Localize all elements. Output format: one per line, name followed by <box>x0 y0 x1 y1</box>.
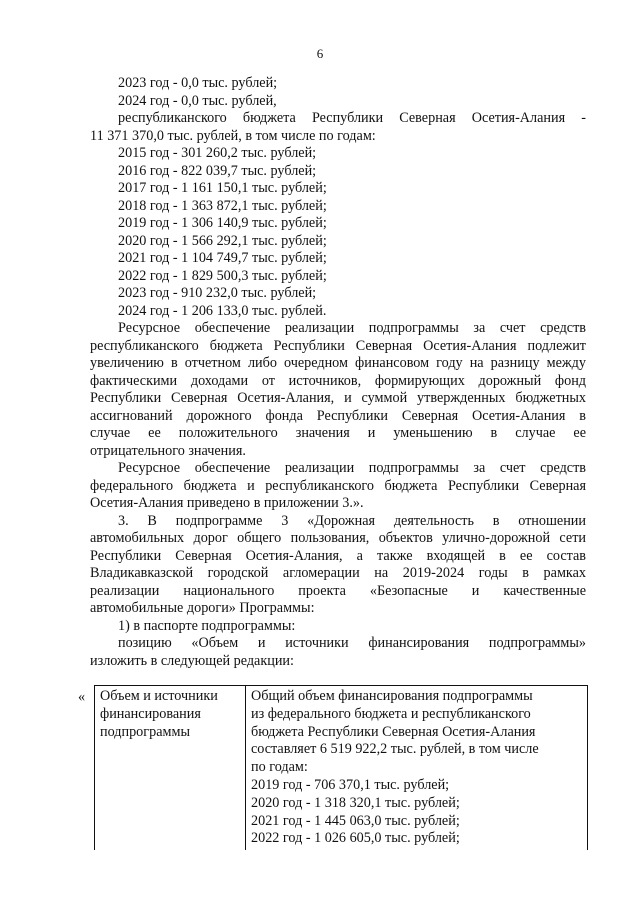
text-line: республиканского бюджета Республики Северная Осетия-Алания подлежит <box>90 337 586 354</box>
text-line: 2023 год - 910 232,0 тыс. рублей; <box>118 285 317 301</box>
text-line: фактическими доходами от источников, формирующих дорожный фонд <box>90 372 586 389</box>
text-line: 2015 год - 301 260,2 тыс. рублей; <box>118 145 317 161</box>
cell-line: составляет 6 519 922,2 тыс. рублей, в том числе <box>251 741 539 758</box>
text-line: автомобильные дороги» Программы: <box>90 600 315 616</box>
text-line: ассигнований дорожного фонда Республики Северная Осетия-Алания в <box>90 407 586 424</box>
text-line: республиканского бюджета Республики Северная Осетия-Алания - <box>118 110 586 126</box>
opening-quote: « <box>78 689 86 705</box>
cell-line: бюджета Республики Северная Осетия-Алания <box>251 723 536 740</box>
document-body <box>90 75 586 670</box>
text-line: федерального бюджета и республиканского бюджета Республики Северная <box>90 477 586 494</box>
text-line: 1) в паспорте подпрограммы: <box>118 617 296 634</box>
page-number: 6 <box>316 46 324 61</box>
text-line: 2024 год - 1 206 133,0 тыс. рублей. <box>118 302 327 319</box>
text-line: 3. В подпрограмме 3 «Дорожная деятельность в отношении <box>118 512 586 529</box>
cell-line: 2019 год - 706 370,1 тыс. рублей; <box>251 776 450 793</box>
text-line: случае ее положительного значения и уменьшению в случае ее <box>90 425 586 441</box>
text-line: 2016 год - 822 039,7 тыс. рублей; <box>118 162 317 179</box>
text-line: 2020 год - 1 566 292,1 тыс. рублей; <box>118 232 327 249</box>
text-line: автомобильных дорог общего пользования, объектов улично-дорожной сети <box>90 530 586 546</box>
cell-line: Объем и источники <box>100 688 218 704</box>
text-line: увеличению в отчетном либо очередном финансовом году на разницу между <box>90 355 586 371</box>
cell-line: из федерального бюджета и республиканского <box>251 705 531 722</box>
text-line: позицию «Объем и источники финансирования подпрограммы» <box>118 635 586 651</box>
cell-line: подпрограммы <box>100 723 190 740</box>
text-line: Осетия-Алания приведено в приложении 3.». <box>90 495 364 511</box>
text-line: 2018 год - 1 363 872,1 тыс. рублей; <box>118 197 327 214</box>
table-row <box>95 686 588 851</box>
text-line: Ресурсное обеспечение реализации подпрограммы за счет средств <box>118 460 586 476</box>
cell-line: финансирования <box>100 705 201 722</box>
text-line: Республики Северная Осетия-Алания, и суммой утвержденных бюджетных <box>90 390 586 406</box>
text-line: 2021 год - 1 104 749,7 тыс. рублей; <box>118 250 327 266</box>
text-line: 2022 год - 1 829 500,3 тыс. рублей; <box>118 267 327 284</box>
text-line: 2023 год - 0,0 тыс. рублей; <box>118 75 278 91</box>
text-line: Ресурсное обеспечение реализации подпрограммы за счет средств <box>118 320 586 336</box>
cell-line: 2020 год - 1 318 320,1 тыс. рублей; <box>251 794 460 811</box>
text-line: изложить в следующей редакции: <box>90 652 294 669</box>
text-line: 2024 год - 0,0 тыс. рублей, <box>118 92 277 109</box>
text-line: 11 371 370,0 тыс. рублей, в том числе по годам: <box>90 127 376 144</box>
text-line: отрицательного значения. <box>90 442 246 459</box>
text-line: Владикавказской городской агломерации на 2019-2024 годы в рамках <box>90 565 586 581</box>
financing-table <box>94 685 588 850</box>
text-line: 2017 год - 1 161 150,1 тыс. рублей; <box>118 180 327 196</box>
cell-line: 2021 год - 1 445 063,0 тыс. рублей; <box>251 812 460 829</box>
cell-line: по годам: <box>251 759 308 776</box>
text-line: 2019 год - 1 306 140,9 тыс. рублей; <box>118 215 327 231</box>
cell-line: 2022 год - 1 026 605,0 тыс. рублей; <box>251 830 460 847</box>
table-cell-label <box>95 686 246 851</box>
table-cell-value <box>246 686 588 851</box>
text-line: реализации национального проекта «Безопасные и качественные <box>90 582 586 599</box>
text-line: Республики Северная Осетия-Алания, а также входящей в ее состав <box>90 547 586 564</box>
cell-line: Общий объем финансирования подпрограммы <box>251 688 533 704</box>
